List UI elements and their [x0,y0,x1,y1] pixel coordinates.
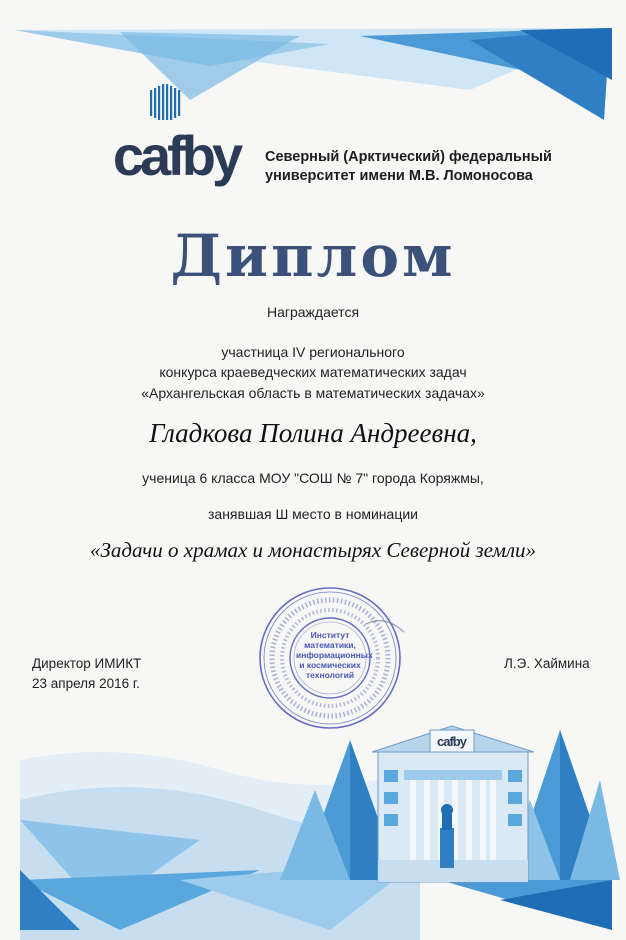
diploma-date: 23 апреля 2016 г. [32,676,140,691]
diploma-title: Диплом [170,222,456,290]
awarded-label: Награждается [266,304,360,320]
participant-line1: участница IV регионального [221,344,405,360]
participant-line2: конкурса краеведческих математических задач [159,364,467,380]
university-logo [112,84,240,192]
building-logo: cafby [437,734,466,749]
recipient-name: Гладкова Полина Андреевна, [149,418,477,448]
nomination-title: «Задачи о храмах и монастырях Северной земли» [89,538,536,562]
university-name [265,148,595,186]
participant-line3: «Архангельская область в математических задачах» [141,385,485,401]
university-building [372,726,534,882]
university-name-line2: университет имени М.В. Ломоносова [265,168,533,184]
director-position: Директор ИМИКТ [32,656,142,671]
logo-text: cafby [112,124,240,187]
director-signature-block [32,654,141,694]
stamp-line5: технологий [305,670,355,680]
stamp-line4: и космических [299,660,361,670]
stamp-line2: математики, [304,640,356,650]
place-line: занявшая Ш место в номинации [208,506,418,522]
signer-name: Л.Э. Хаймина [504,656,590,671]
stamp-line1: Институт [310,630,350,640]
official-stamp [256,584,404,732]
stamp-center-text [296,630,373,680]
university-name-line1: Северный (Арктический) федеральный [265,149,552,165]
stamp-line3: информационных [296,650,373,660]
school-line: ученица 6 класса МОУ "СОШ № 7" города Коряжмы, [142,470,484,486]
